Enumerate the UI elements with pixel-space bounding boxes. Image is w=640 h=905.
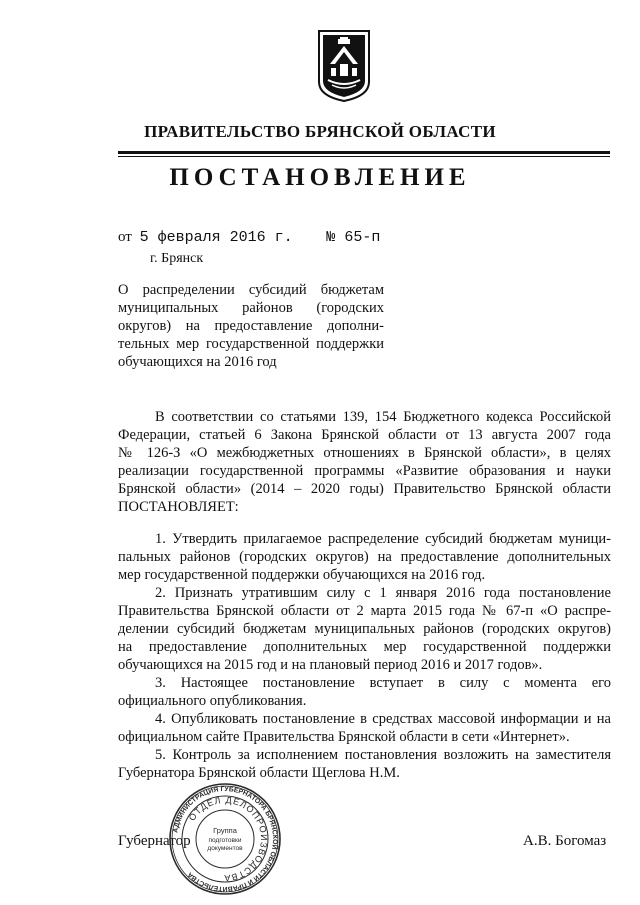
item-line: официального опубликования. bbox=[118, 693, 307, 709]
stamp-outer-text: АДМИНИСТРАЦИЯ ГУБЕРНАТОРА БРЯНСКОЙ ОБЛАСТИ И ПРАВИТЕЛЬСТВА bbox=[172, 785, 279, 893]
item-line: мер государственной поддержки обучающихся на 2016 год. bbox=[118, 567, 486, 583]
subject-line: обучающихся на 2016 год bbox=[118, 354, 277, 370]
document-date: 5 февраля 2016 г. bbox=[139, 229, 293, 246]
header-rule-thick bbox=[118, 151, 610, 154]
item-line: 1. Утвердить прилагаемое распределение субсидий бюджетам муници- bbox=[155, 531, 611, 547]
stamp-center-line: документов bbox=[207, 845, 243, 852]
preamble-line: реализации государственной программы «Развитие образования и науки bbox=[118, 463, 611, 479]
item-1 bbox=[118, 530, 611, 584]
preamble-line: № 126-З «О межбюджетных отношениях в Брянской области», в целях bbox=[118, 445, 611, 461]
header-rule-thin bbox=[118, 156, 610, 157]
date-prefix: от bbox=[118, 229, 132, 245]
document-type-title: ПОСТАНОВЛЕНИЕ bbox=[169, 164, 471, 191]
subject-line: О распределении субсидий бюджетам bbox=[118, 282, 384, 298]
item-line: Губернатора Брянской области Щеглова Н.М. bbox=[118, 765, 400, 781]
item-line: делении субсидий бюджетам муниципальных районов (городских округов) bbox=[118, 621, 611, 637]
item-line: 5. Контроль за исполнением постановления возложить на заместителя bbox=[155, 747, 611, 763]
preamble-line: ПОСТАНОВЛЯЕТ: bbox=[118, 499, 239, 515]
document-number: № 65-п bbox=[326, 229, 381, 246]
item-line: Правительства Брянской области от 2 марта 2015 года № 67-п «О распре- bbox=[118, 603, 611, 619]
item-line: пальных районов (городских округов) на предоставление дополнительных bbox=[118, 549, 611, 565]
item-line: 2. Признать утратившим силу с 1 января 2016 года постановление bbox=[155, 585, 611, 601]
government-name: ПРАВИТЕЛЬСТВО БРЯНСКОЙ ОБЛАСТИ bbox=[144, 122, 496, 141]
preamble-paragraph bbox=[118, 408, 611, 516]
subject-line: муниципальных районов (городских bbox=[118, 300, 384, 316]
preamble-line: Брянской области» (2014 – 2020 годы) Правительство Брянской области bbox=[118, 481, 611, 497]
date-number-line bbox=[118, 229, 380, 246]
item-4 bbox=[118, 710, 611, 746]
signatory-name: А.В. Богомаз bbox=[523, 833, 607, 849]
stamp-ring-text: ОТДЕЛ ДЕЛОПРОИЗВОДСТВА bbox=[186, 794, 270, 884]
preamble-line: В соответствии со статьями 139, 154 Бюджетного кодекса Российской bbox=[155, 409, 611, 425]
item-line: 4. Опубликовать постановление в средствах массовой информации и на bbox=[155, 711, 611, 727]
stamp-center-line: Группа bbox=[213, 826, 237, 835]
item-line: обучающихся на 2015 год и на плановый период 2016 и 2017 годов». bbox=[118, 657, 543, 673]
document-subject bbox=[118, 281, 384, 371]
item-line: на предоставление дополнительных мер государственной поддержки bbox=[118, 639, 611, 655]
subject-line: тельных мер государственной поддержки bbox=[118, 336, 384, 352]
stamp-center-line: подготовки bbox=[208, 837, 242, 844]
item-2 bbox=[118, 584, 611, 674]
item-line: официальном сайте Правительства Брянской области в сети «Интернет». bbox=[118, 729, 570, 745]
office-stamp bbox=[168, 782, 282, 896]
coat-of-arms-emblem bbox=[318, 30, 370, 102]
signatory-title: Губернатор bbox=[118, 833, 191, 849]
city: г. Брянск bbox=[150, 251, 204, 266]
item-line: 3. Настоящее постановление вступает в силу с момента его bbox=[155, 675, 611, 691]
item-5 bbox=[118, 746, 611, 782]
subject-line: округов) на предоставление дополни- bbox=[118, 318, 384, 334]
item-3 bbox=[118, 674, 611, 710]
preamble-line: Федерации, статьей 6 Закона Брянской области от 13 августа 2007 года bbox=[118, 427, 611, 443]
